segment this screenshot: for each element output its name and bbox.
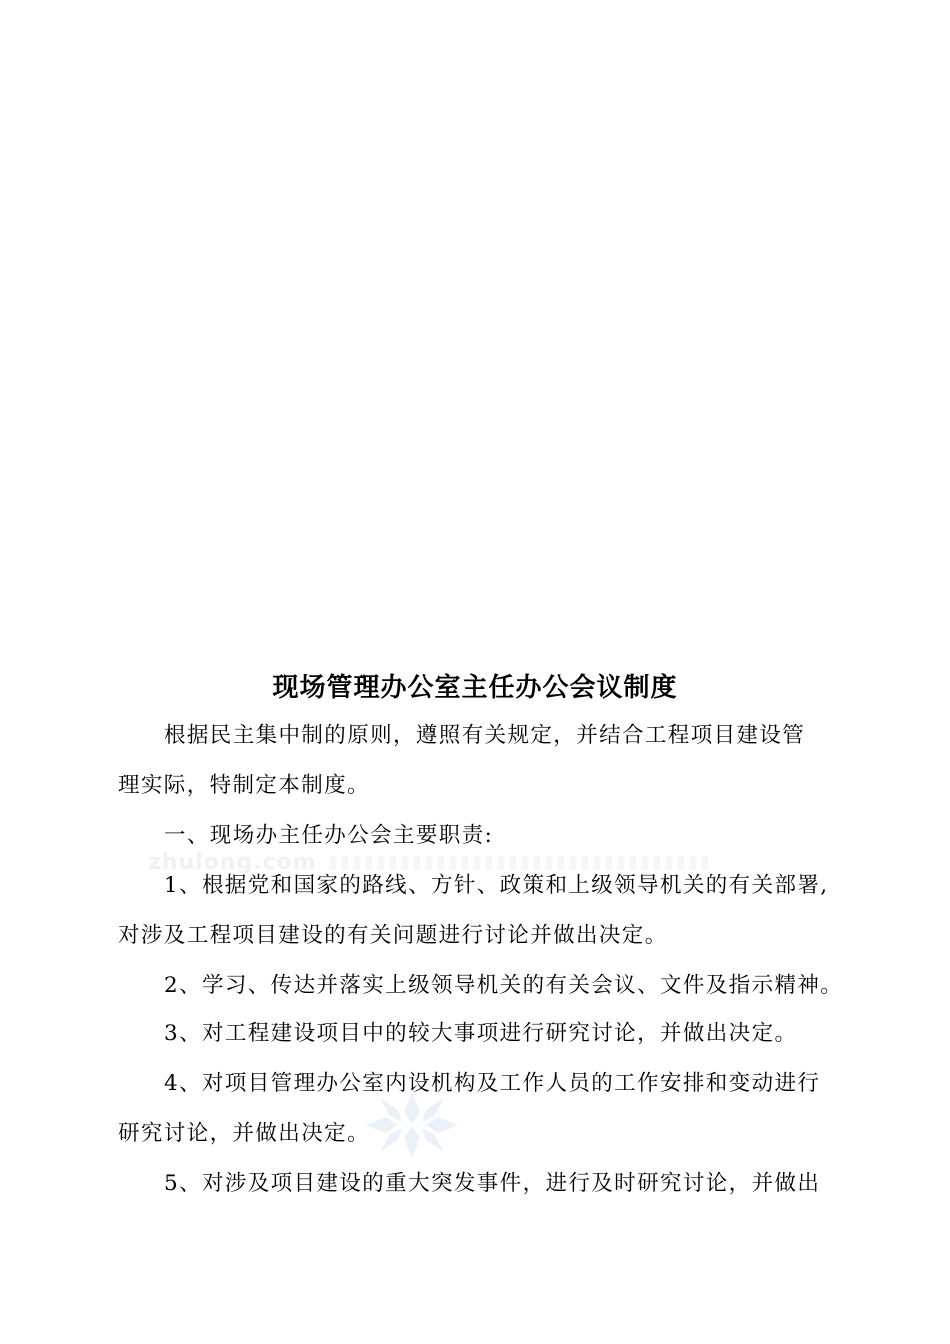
- item-1-line-2: 对涉及工程项目建设的有关问题进行讨论并做出决定。: [118, 923, 668, 948]
- item-1-line-1: 1、根据党和国家的路线、方针、政策和上级领导机关的有关部署,: [164, 873, 829, 898]
- item-3-line-1: 3、对工程建设项目中的较大事项进行研究讨论，并做出决定。: [164, 1021, 798, 1046]
- item-4-line-1: 4、对项目管理办公室内设机构及工作人员的工作安排和变动进行: [164, 1071, 821, 1096]
- document-title: 现场管理办公室主任办公会议制度: [272, 673, 678, 703]
- section-heading: 一、现场办主任办公会主要职责:: [164, 823, 494, 848]
- watermark-text: zhulong.com: [148, 850, 317, 875]
- snowflake-logo-icon: [362, 1090, 462, 1160]
- watermark-band: [330, 856, 710, 870]
- item-4-line-2: 研究讨论，并做出决定。: [118, 1121, 370, 1146]
- item-5-line-1: 5、对涉及项目建设的重大突发事件，进行及时研究讨论，并做出: [164, 1171, 821, 1196]
- paragraph-intro-line-2: 理实际，特制定本制度。: [118, 773, 370, 798]
- item-2-line-1: 2、学习、传达并落实上级领导机关的有关会议、文件及指示精神。: [164, 973, 844, 998]
- paragraph-intro-line-1: 根据民主集中制的原则，遵照有关规定，并结合工程项目建设管: [164, 723, 806, 748]
